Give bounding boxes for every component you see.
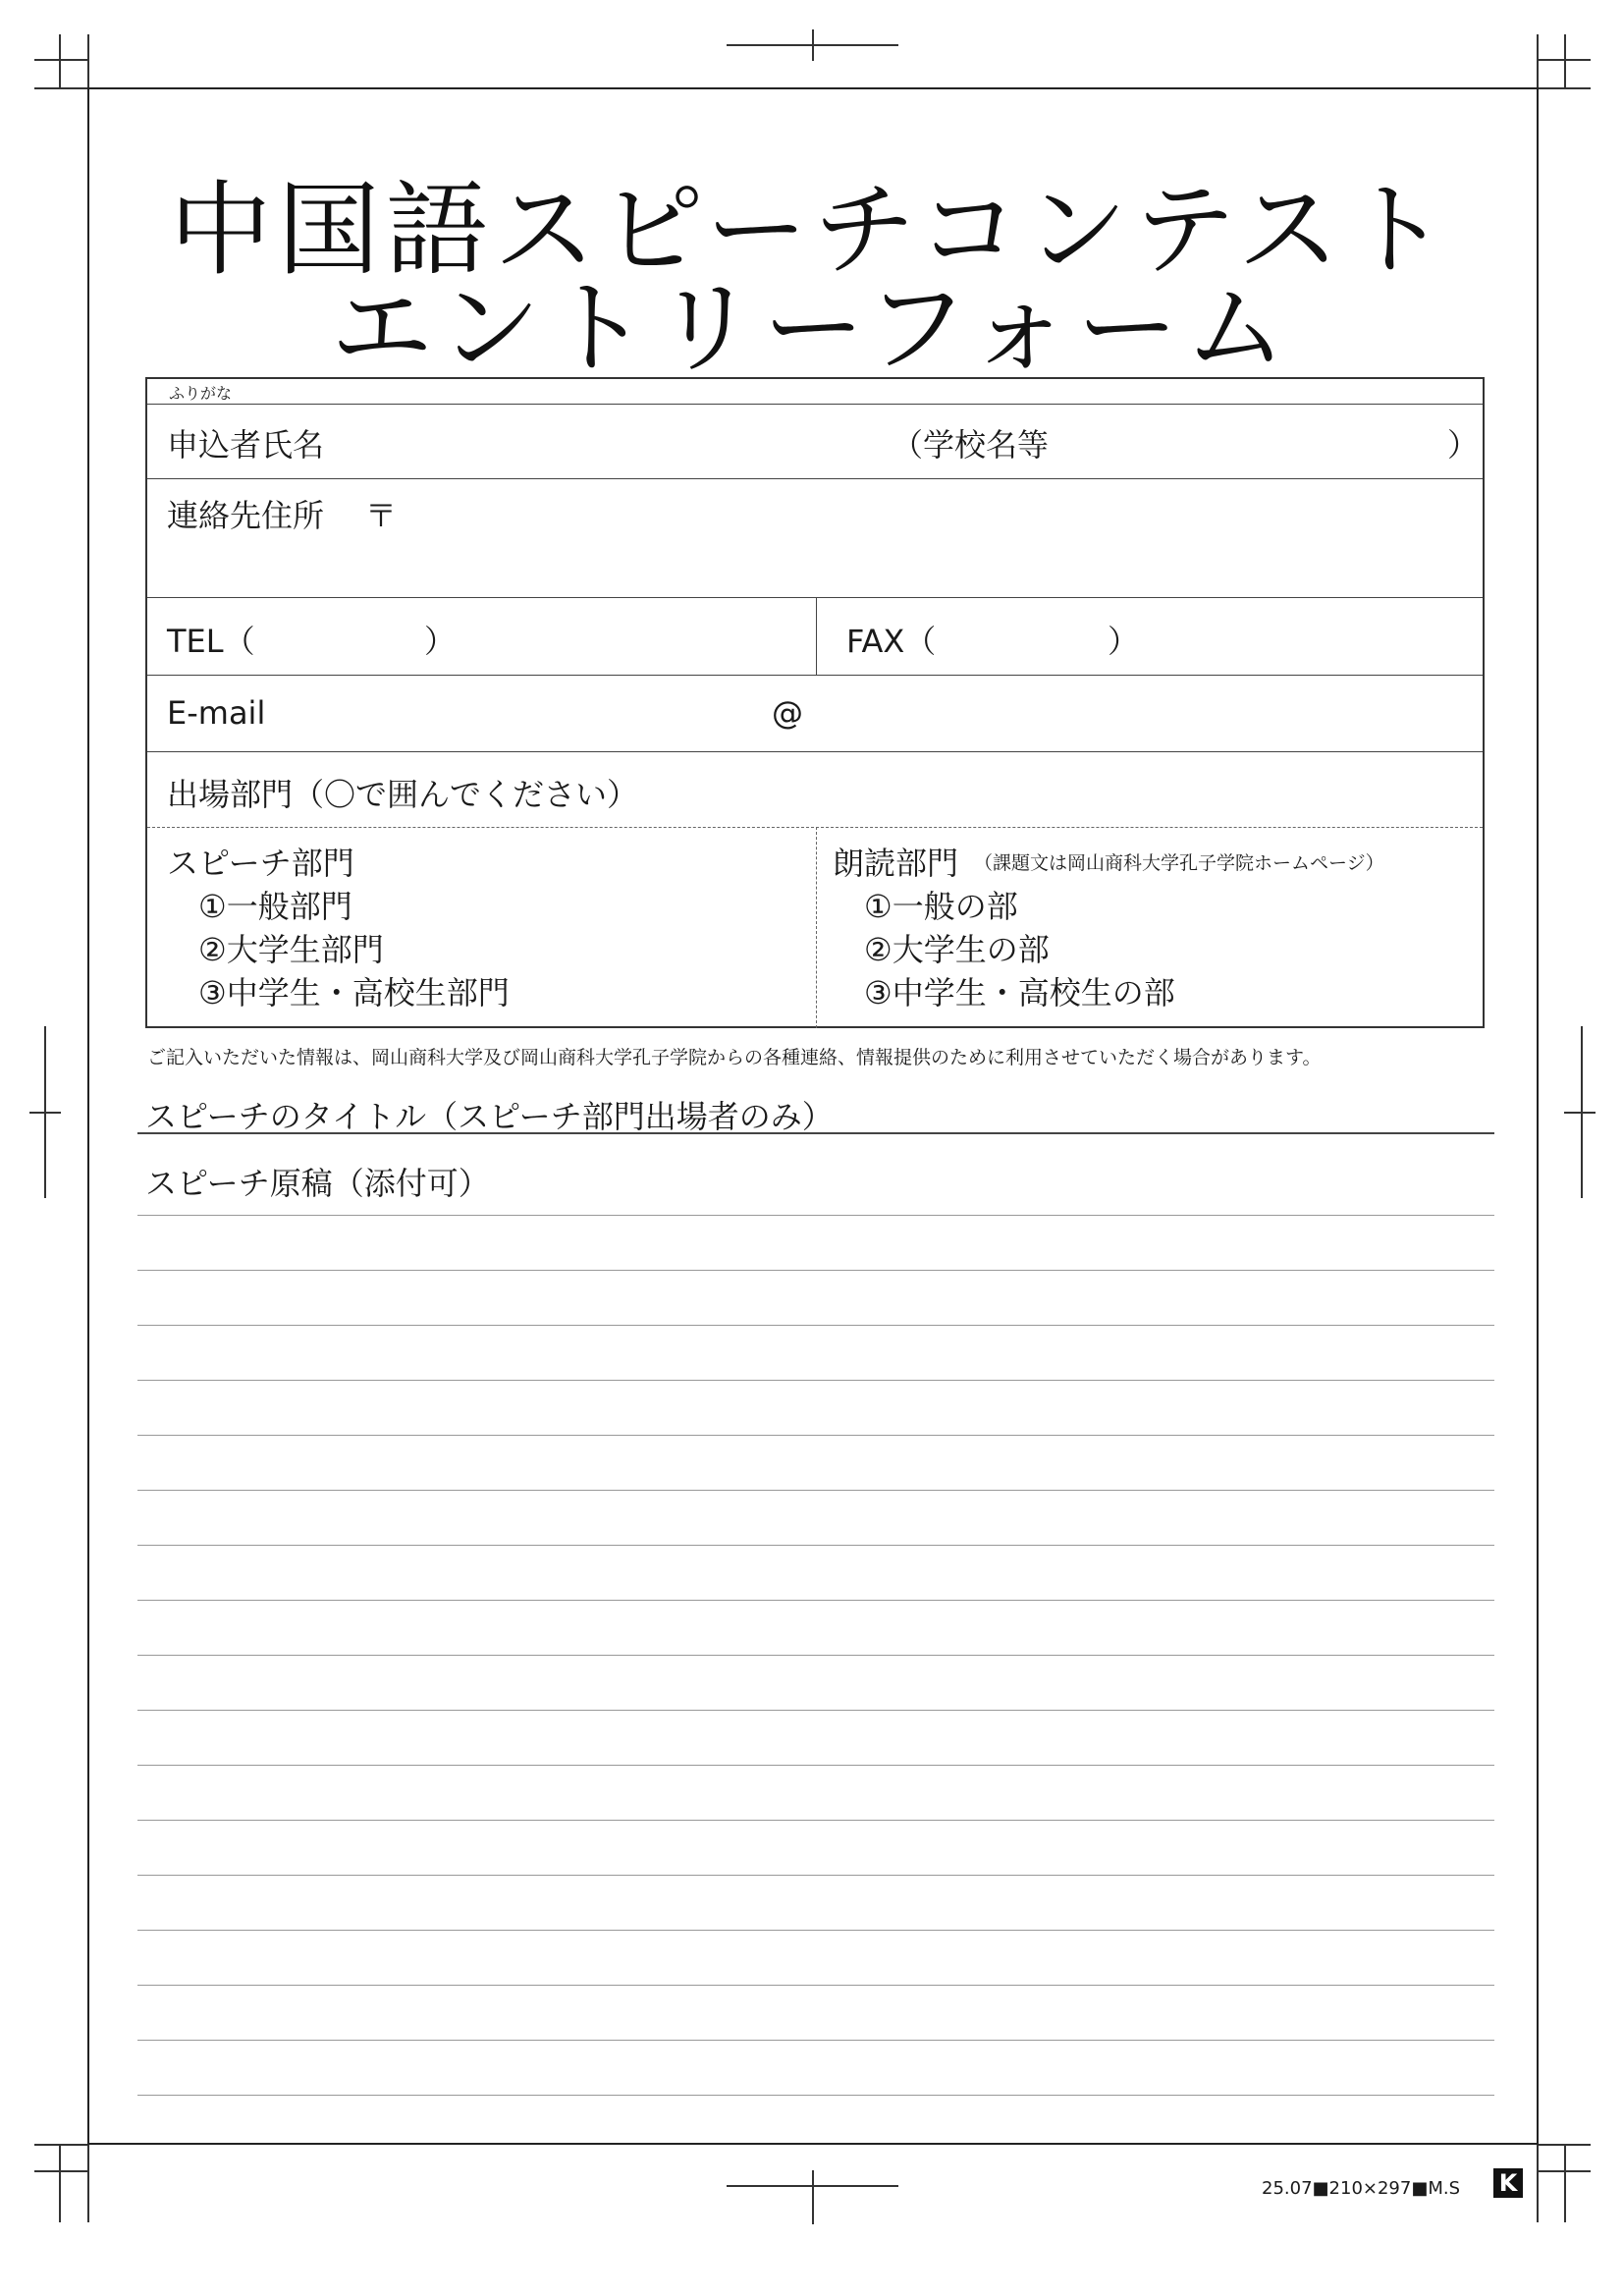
speech-option-university: ②大学生部門 [198, 931, 384, 968]
postal-mark: 〒 [365, 497, 398, 534]
division-divider [147, 827, 1483, 828]
speech-option-school: ③中学生・高校生部門 [198, 974, 510, 1011]
speech-title-label: スピーチのタイトル（スピーチ部門出場者のみ） [145, 1098, 834, 1135]
furigana-divider [147, 404, 1483, 405]
reading-option-school: ③中学生・高校生の部 [864, 974, 1175, 1011]
print-code: 25.07■210×297■M.S [1262, 2178, 1461, 2199]
fax-label: FAX（ [846, 623, 937, 660]
reading-division-heading: 朗読部門 [833, 845, 959, 882]
address-label: 連絡先住所 [167, 497, 325, 534]
division-column-divider [816, 827, 817, 1028]
reading-division-note: （課題文は岡山商科大学孔子学院ホームページ） [974, 852, 1384, 874]
tel-fax-divider [816, 597, 817, 675]
speech-division-heading: スピーチ部門 [167, 845, 354, 882]
fax-close: ） [1108, 623, 1140, 660]
row-divider [147, 675, 1483, 676]
school-name-label: （学校名等 [892, 426, 1050, 464]
k-badge: K [1493, 2168, 1523, 2198]
form-title-line-1: 中国語スピーチコンテスト [169, 170, 1454, 290]
furigana-label: ふりがな [169, 384, 233, 403]
applicant-name-label: 申込者氏名 [167, 426, 325, 464]
privacy-note: ご記入いただいた情報は、岡山商科大学及び岡山商科大学孔子学院からの各種連絡、情報提供のために利用させていただく場合があります。 [147, 1047, 1322, 1068]
reading-option-university: ②大学生の部 [864, 931, 1050, 968]
reading-option-general: ①一般の部 [864, 888, 1018, 925]
school-name-close: ） [1447, 426, 1480, 464]
row-divider [147, 597, 1483, 598]
tel-close: ） [424, 623, 457, 660]
form-title-line-2: エントリーフォーム [330, 268, 1293, 388]
at-mark: @ [772, 694, 803, 732]
speech-option-general: ①一般部門 [198, 888, 352, 925]
division-label: 出場部門（〇で囲んでください） [167, 776, 639, 813]
row-divider [147, 478, 1483, 479]
entry-form-table [145, 377, 1485, 1028]
tel-label: TEL（ [167, 623, 255, 660]
email-label: E-mail [167, 694, 266, 732]
manuscript-label: スピーチ原稿（添付可） [145, 1165, 490, 1202]
speech-title-line [137, 1132, 1494, 1134]
row-divider [147, 751, 1483, 752]
